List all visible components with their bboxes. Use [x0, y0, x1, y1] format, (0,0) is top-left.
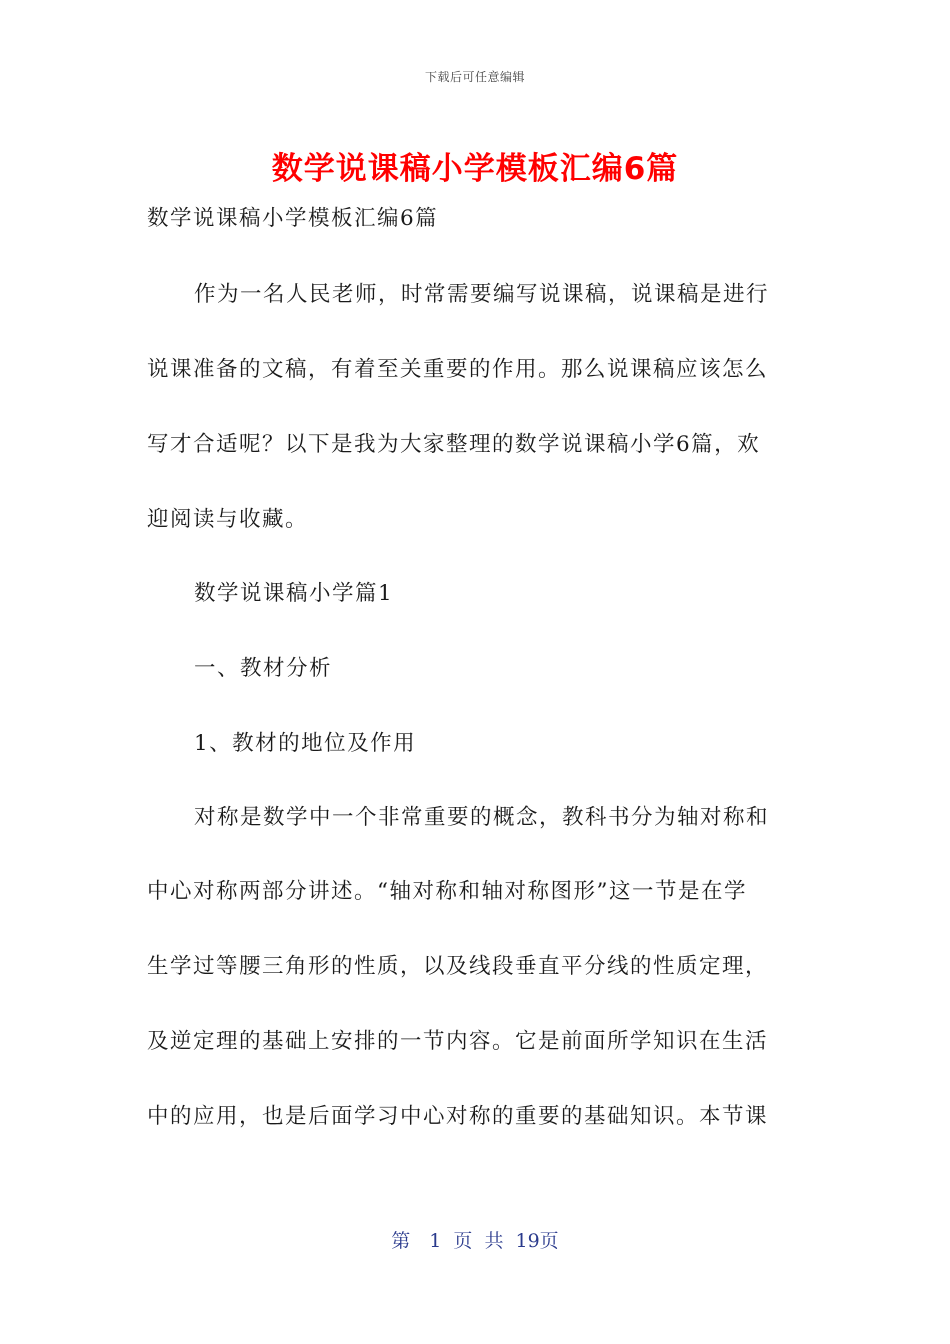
paragraph-line: 中的应用，也是后面学习中心对称的重要的基础知识。本节课	[147, 1104, 769, 1129]
header-note: 下载后可任意编辑	[424, 70, 525, 84]
document-title: 数学说课稿小学模板汇编6篇	[271, 151, 679, 187]
subtitle-line: 数学说课稿小学模板汇编6篇	[147, 206, 439, 231]
paragraph-line: 及逆定理的基础上安排的一节内容。它是前面所学知识在生活	[147, 1029, 769, 1054]
paragraph-line: 对称是数学中一个非常重要的概念，教科书分为轴对称和	[194, 805, 770, 830]
paragraph-line: 写才合适呢？以下是我为大家整理的数学说课稿小学6篇，欢	[147, 432, 761, 457]
paragraph-line: 迎阅读与收藏。	[147, 507, 309, 532]
paragraph-line: 中心对称两部分讲述。“轴对称和轴对称图形”这一节是在学	[147, 879, 747, 904]
paragraph-line: 说课准备的文稿，有着至关重要的作用。那么说课稿应该怎么	[147, 357, 769, 382]
section-heading: 数学说课稿小学篇1	[194, 581, 394, 606]
page-number: 第 1 页 共 19页	[391, 1230, 559, 1252]
section-heading: 1、教材的地位及作用	[194, 731, 417, 756]
paragraph-line: 生学过等腰三角形的性质，以及线段垂直平分线的性质定理，	[147, 954, 769, 979]
paragraph-line: 作为一名人民老师，时常需要编写说课稿，说课稿是进行	[194, 282, 770, 307]
section-heading: 一、教材分析	[194, 656, 333, 681]
